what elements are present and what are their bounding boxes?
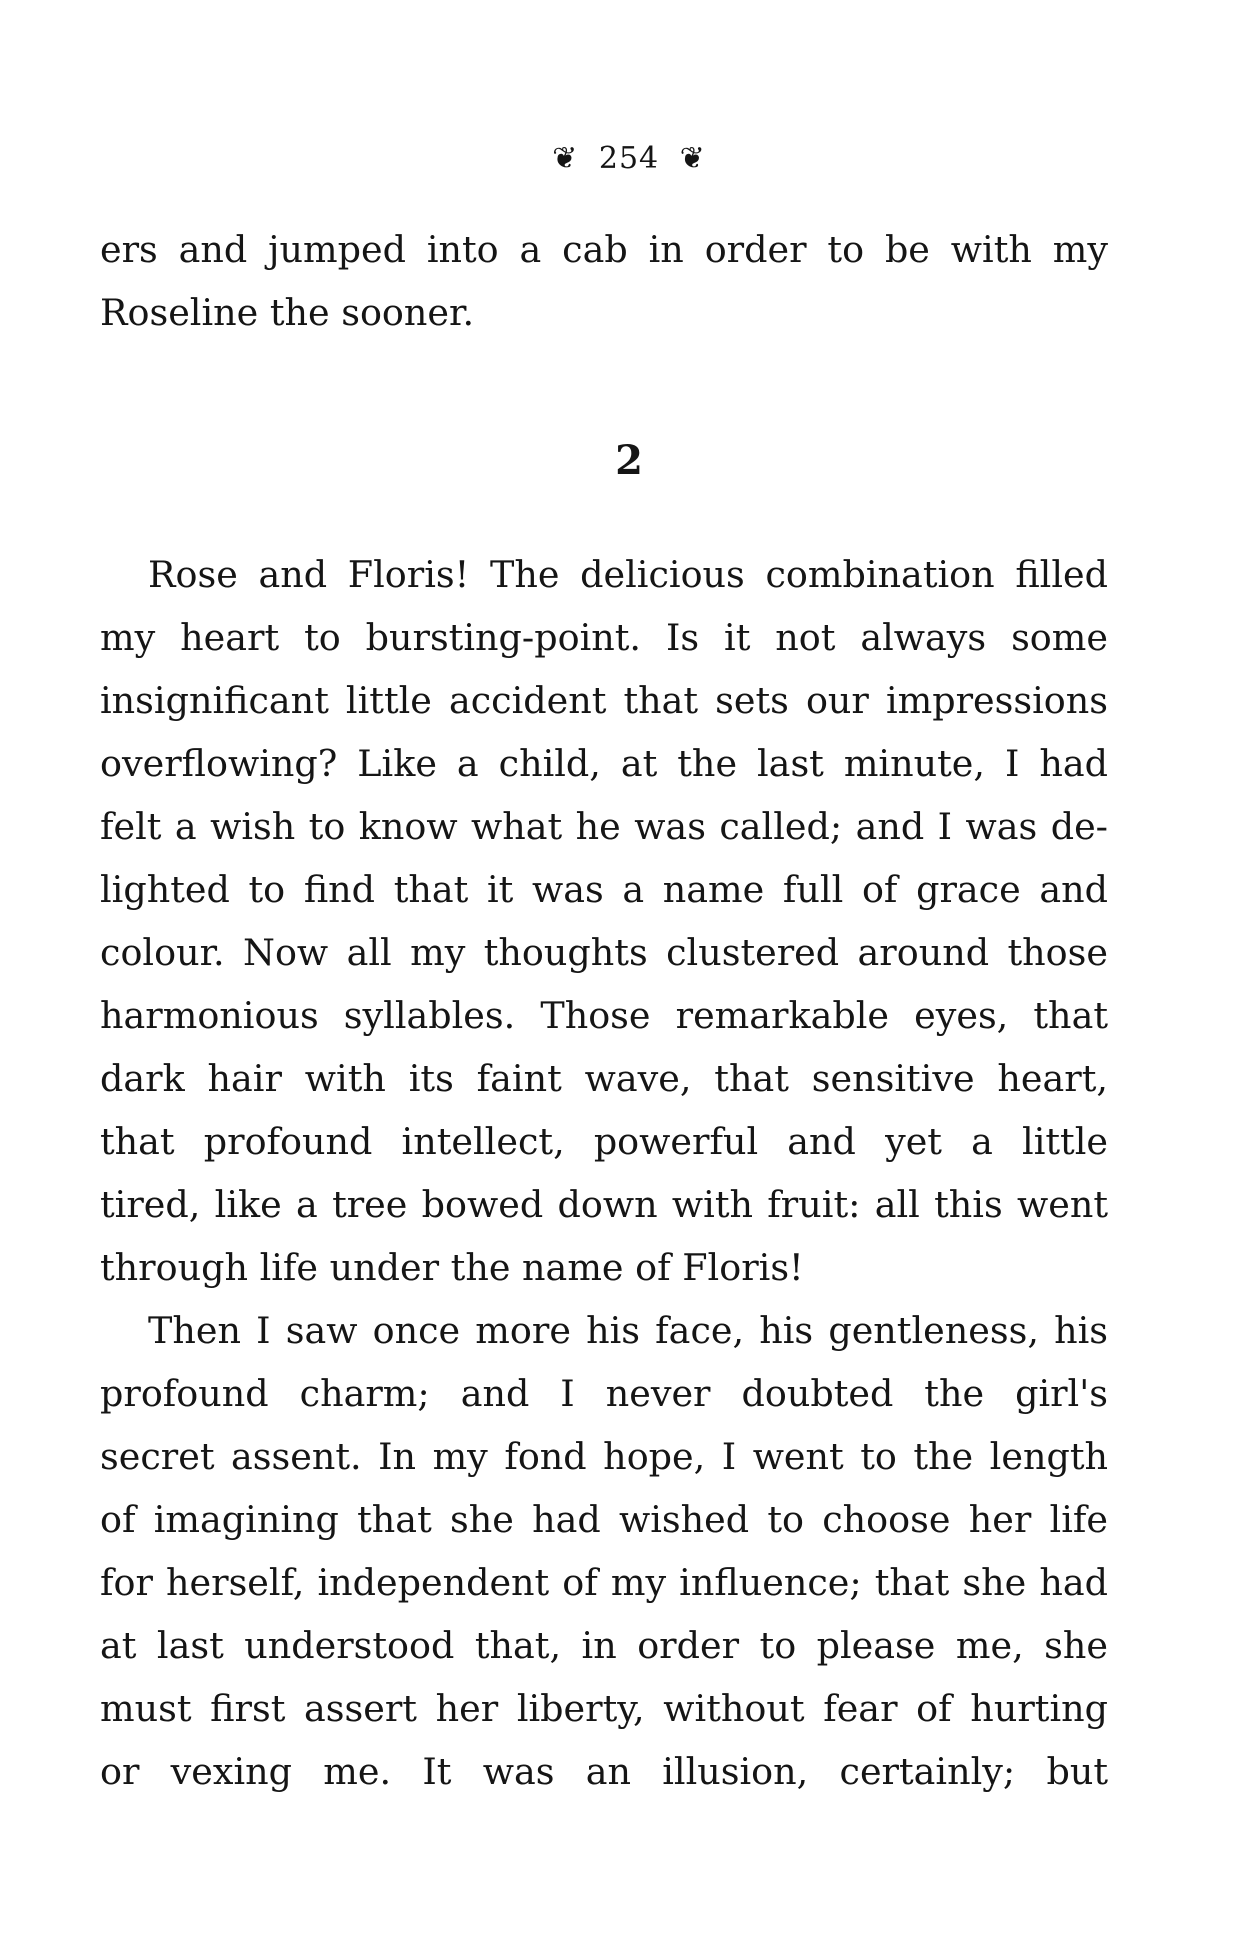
- ornament-right-icon: ❦: [679, 141, 706, 176]
- text-line: profound charm; and I never doubted the girl's: [100, 1372, 1108, 1415]
- text-line: harmonious syllables. Those remarkable eyes, that: [100, 994, 1108, 1037]
- page-number: 254: [598, 141, 660, 176]
- text-line: ers and jumped into a cab in order to be with my: [100, 228, 1108, 271]
- text-line: for herself, independent of my influence; that she had: [100, 1561, 1108, 1604]
- text-line: must first assert her liberty, without fear of hurting: [100, 1687, 1108, 1730]
- paragraph-1: [100, 543, 1108, 1299]
- ornament-left-icon: ❦: [552, 141, 579, 176]
- body-text: [100, 543, 1108, 1803]
- continuation-text: [100, 218, 1108, 344]
- text-line: colour. Now all my thoughts clustered around those: [100, 931, 1108, 974]
- section-number: 2: [615, 437, 643, 484]
- text-line: at last understood that, in order to please me, she: [100, 1624, 1108, 1667]
- text-line: Then I saw once more his face, his gentleness, his: [148, 1309, 1108, 1352]
- text-line: felt a wish to know what he was called; and I was de-: [100, 805, 1108, 848]
- text-line: dark hair with its faint wave, that sensitive heart,: [100, 1057, 1108, 1100]
- text-line: secret assent. In my fond hope, I went to the length: [100, 1435, 1108, 1478]
- text-line: insignificant little accident that sets our impressions: [100, 679, 1108, 722]
- text-line: my heart to bursting-point. Is it not always some: [100, 616, 1108, 659]
- text-line: of imagining that she had wished to choose her life: [100, 1498, 1108, 1541]
- text-line: lighted to find that it was a name full of grace and: [100, 868, 1108, 911]
- paragraph-2: [100, 1299, 1108, 1803]
- text-line: overflowing? Like a child, at the last minute, I had: [100, 742, 1108, 785]
- text-line: Rose and Floris! The delicious combination filled: [148, 553, 1108, 596]
- page-header: [0, 138, 1258, 179]
- text-line: through life under the name of Floris!: [100, 1246, 804, 1289]
- text-line: that profound intellect, powerful and yet a little: [100, 1120, 1108, 1163]
- text-line: or vexing me. It was an illusion, certainly; but: [100, 1750, 1108, 1793]
- text-line: tired, like a tree bowed down with fruit: all this went: [100, 1183, 1108, 1226]
- text-line: Roseline the sooner.: [100, 291, 475, 334]
